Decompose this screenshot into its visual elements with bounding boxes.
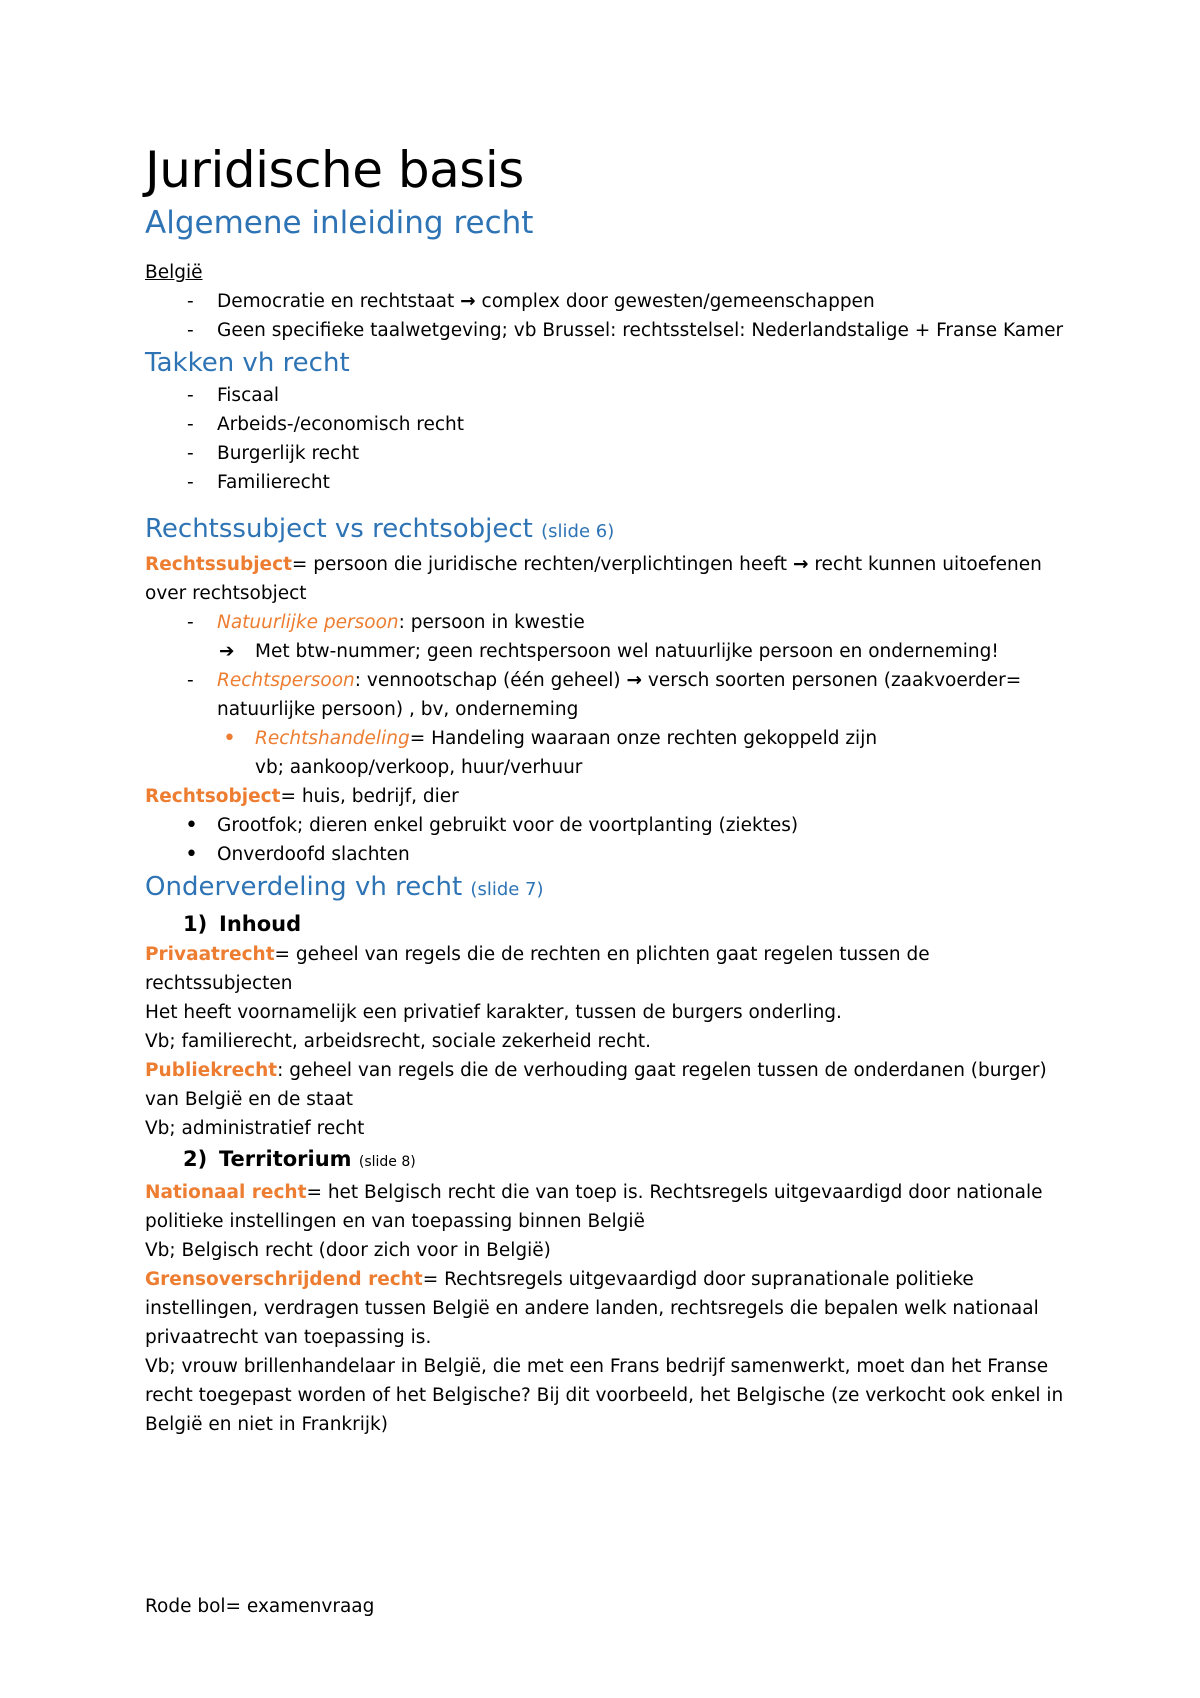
list-item: - Natuurlijke persoon: persoon in kwestie	[145, 608, 1065, 637]
paragraph: Vb; administratief recht	[145, 1118, 365, 1139]
rechtsobject-list	[145, 811, 1065, 869]
rechtshandeling-example: vb; aankoop/verkoop, huur/verhuur	[255, 757, 583, 778]
list-item: - Fiscaal	[145, 381, 1065, 410]
definition-rechtssubject: Rechtssubject= persoon die juridische rechten/verplichtingen heeft → recht kunnen uitoefenen over rechtsobject	[145, 554, 1042, 604]
heading-takken: Takken vh recht	[145, 348, 350, 378]
list-item: - Arbeids-/economisch recht	[145, 410, 1065, 439]
paragraph: Vb; familierecht, arbeidsrecht, sociale zekerheid recht.	[145, 1031, 652, 1052]
list-item: • Grootfok; dieren enkel gebruikt voor de voortplanting (ziektes)	[145, 811, 1065, 840]
takken-list	[145, 381, 1065, 497]
definition-grensoverschrijdend-recht: Grensoverschrijdend recht= Rechtsregels uitgevaardigd door supranationale politieke instellingen, verdragen tussen België en andere landen, rechtsregels die bepalen welk nationaal privaatrecht van toepassing is.	[145, 1269, 1039, 1348]
document-page	[145, 140, 1065, 1439]
document-subtitle: Algemene inleiding recht	[145, 205, 534, 241]
definition-privaatrecht: Privaatrecht= geheel van regels die de rechten en plichten gaat regelen tussen de rechtssubjecten	[145, 944, 930, 994]
paragraph: Het heeft voornamelijk een privatief karakter, tussen de burgers onderling.	[145, 1002, 842, 1023]
page-footer: Rode bol= examenvraag	[145, 1596, 375, 1617]
arrow-icon: →	[460, 291, 476, 312]
list-item: - Democratie en rechtstaat → complex door gewesten/gemeenschappen	[145, 287, 1065, 316]
slide-reference: (slide 8)	[358, 1154, 416, 1170]
heading-onderverdeling: Onderverdeling vh recht (slide 7)	[145, 872, 544, 902]
belgie-list	[145, 287, 1065, 345]
slide-reference: (slide 6)	[541, 521, 615, 542]
list-item: - Burgerlijk recht	[145, 439, 1065, 468]
arrow-icon: →	[626, 670, 642, 691]
persoon-list	[145, 608, 1065, 637]
section-label-belgie: België	[145, 262, 203, 283]
slide-reference: (slide 7)	[470, 879, 544, 900]
definition-rechtsobject: Rechtsobject= huis, bedrijf, dier	[145, 786, 459, 807]
list-item: - Geen specifieke taalwetgeving; vb Brussel: rechtsstelsel: Nederlandstalige + Franse Kamer	[145, 316, 1065, 345]
list-item: • Rechtshandeling= Handeling waaraan onze rechten gekoppeld zijn	[145, 724, 1065, 753]
natuurlijk-sub-list	[145, 637, 1065, 666]
list-item: - Rechtspersoon: vennootschap (één geheel) → versch soorten personen (zaakvoerder= natuurlijke persoon) , bv, onderneming	[145, 666, 1065, 724]
subheading-inhoud: 1) Inhoud	[183, 912, 302, 936]
rechtshandeling-list	[145, 724, 1065, 753]
list-item: • Onverdoofd slachten	[145, 840, 1065, 869]
definition-publiekrecht: Publiekrecht: geheel van regels die de verhouding gaat regelen tussen de onderdanen (burger) van België en de staat	[145, 1060, 1047, 1110]
heading-rechtssubject: Rechtssubject vs rechtsobject (slide 6)	[145, 514, 615, 544]
arrow-icon: →	[792, 554, 809, 575]
subheading-territorium: 2) Territorium (slide 8)	[183, 1147, 416, 1171]
definition-nationaal-recht: Nationaal recht= het Belgisch recht die van toep is. Rechtsregels uitgevaardigd door nationale politieke instellingen en van toepassing binnen België	[145, 1182, 1043, 1232]
document-title: Juridische basis	[145, 141, 524, 199]
paragraph: Vb; vrouw brillenhandelaar in België, die met een Frans bedrijf samenwerkt, moet dan het Franse recht toegepast worden of het Belgische? Bij dit voorbeeld, het Belgische (ze verkocht ook enkel in België en niet in Frankrijk)	[145, 1356, 1064, 1435]
list-item: ➔ Met btw-nummer; geen rechtspersoon wel natuurlijke persoon en onderneming!	[145, 637, 1065, 666]
paragraph: Vb; Belgisch recht (door zich voor in België)	[145, 1240, 551, 1261]
list-item: - Familierecht	[145, 468, 1065, 497]
rechtspersoon-list	[145, 666, 1065, 724]
